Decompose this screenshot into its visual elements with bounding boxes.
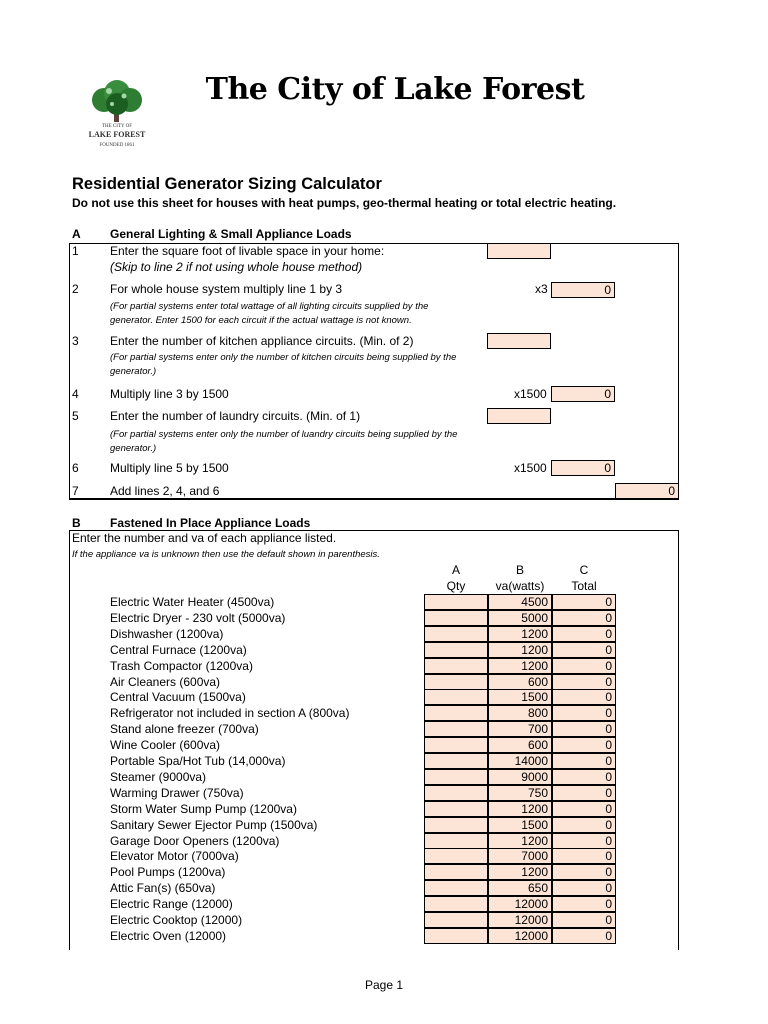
logo-line2: LAKE FOREST	[88, 130, 146, 139]
appliance-name: Electric Cooktop (12000)	[110, 913, 243, 927]
appliance-qty-input[interactable]	[424, 864, 488, 880]
appliance-va-input[interactable]: 5000	[488, 610, 552, 626]
appliance-qty-input[interactable]	[424, 705, 488, 721]
appliance-name: Pool Pumps (1200va)	[110, 865, 226, 879]
appliance-total[interactable]: 0	[552, 769, 616, 785]
appliance-name: Electric Range (12000)	[110, 897, 233, 911]
appliance-total[interactable]: 0	[552, 642, 616, 658]
appliance-qty-input[interactable]	[424, 833, 488, 849]
appliance-va-input[interactable]: 1500	[488, 817, 552, 833]
line-3-note: generator.)	[110, 366, 157, 377]
appliance-total[interactable]: 0	[552, 928, 616, 944]
appliance-qty-input[interactable]	[424, 928, 488, 944]
appliance-name: Dishwasher (1200va)	[110, 627, 224, 641]
appliance-qty-input[interactable]	[424, 912, 488, 928]
line-2-note: (For partial systems enter total wattage of all lighting circuits supplied by the	[110, 301, 429, 312]
line-1-text: Enter the square foot of livable space in your home:	[110, 244, 385, 258]
page-number: Page 1	[364, 978, 404, 992]
laundry-circuits-input[interactable]	[487, 408, 551, 424]
appliance-name: Sanitary Sewer Ejector Pump (1500va)	[110, 818, 318, 832]
line-5-note: (For partial systems enter only the number of luandry circuits being supplied by the	[110, 429, 458, 440]
appliance-total[interactable]: 0	[552, 785, 616, 801]
line-4-multiplier: x1500	[514, 387, 547, 401]
appliance-qty-input[interactable]	[424, 594, 488, 610]
appliance-name: Trash Compactor (1200va)	[110, 659, 253, 673]
appliance-name: Electric Water Heater (4500va)	[110, 595, 275, 609]
appliance-va-input[interactable]: 1200	[488, 864, 552, 880]
line-7-total[interactable]: 0	[615, 483, 679, 499]
appliance-name: Stand alone freezer (700va)	[110, 722, 259, 736]
appliance-qty-input[interactable]	[424, 753, 488, 769]
appliance-total[interactable]: 0	[552, 880, 616, 896]
tree-icon	[84, 80, 150, 124]
appliance-name: Wine Cooler (600va)	[110, 738, 221, 752]
appliance-qty-input[interactable]	[424, 880, 488, 896]
line-5-note: generator.)	[110, 443, 157, 454]
section-a-title: General Lighting & Small Appliance Loads	[110, 227, 352, 241]
line-4-text: Multiply line 3 by 1500	[110, 387, 229, 401]
appliance-va-input[interactable]: 14000	[488, 753, 552, 769]
line-2-note: generator. Enter 1500 for each circuit if the actual wattage is not known.	[110, 315, 412, 326]
appliance-name: Elevator Motor (7000va)	[110, 849, 239, 863]
line-number: 4	[72, 387, 79, 401]
logo-line1: THE CITY OF	[101, 124, 133, 129]
appliance-va-input[interactable]: 650	[488, 880, 552, 896]
appliance-va-input[interactable]: 600	[488, 674, 552, 690]
appliance-va-input[interactable]: 12000	[488, 928, 552, 944]
appliance-total[interactable]: 0	[552, 594, 616, 610]
section-a-letter: A	[72, 227, 81, 241]
appliance-total[interactable]: 0	[552, 848, 616, 864]
appliance-total[interactable]: 0	[552, 896, 616, 912]
line-7-text: Add lines 2, 4, and 6	[110, 484, 220, 498]
appliance-va-input[interactable]: 600	[488, 737, 552, 753]
appliance-qty-input[interactable]	[424, 689, 488, 705]
appliance-qty-input[interactable]	[424, 817, 488, 833]
appliance-qty-input[interactable]	[424, 785, 488, 801]
appliance-name: Air Cleaners (600va)	[110, 675, 221, 689]
appliance-total[interactable]: 0	[552, 721, 616, 737]
appliance-qty-input[interactable]	[424, 626, 488, 642]
col-qty-label: Qty	[446, 579, 466, 593]
col-total-label: Total	[571, 579, 597, 593]
line-6-multiplier: x1500	[514, 461, 547, 475]
line-2-multiplier: x3	[535, 282, 548, 296]
kitchen-circuits-input[interactable]	[487, 333, 551, 349]
appliance-va-input[interactable]: 700	[488, 721, 552, 737]
line-1-sub: (Skip to line 2 if not using whole house method)	[110, 260, 363, 274]
appliance-va-input[interactable]: 1500	[488, 689, 552, 705]
appliance-va-input[interactable]: 4500	[488, 594, 552, 610]
section-b-intro: Enter the number and va of each appliance listed.	[72, 531, 337, 545]
appliance-name: Central Furnace (1200va)	[110, 643, 247, 657]
line-2-text: For whole house system multiply line 1 by 3	[110, 282, 343, 296]
line-number: 2	[72, 282, 79, 296]
appliance-qty-input[interactable]	[424, 610, 488, 626]
square-footage-input[interactable]	[487, 243, 551, 259]
appliance-total[interactable]: 0	[552, 674, 616, 690]
appliance-total[interactable]: 0	[552, 753, 616, 769]
appliance-total[interactable]: 0	[552, 610, 616, 626]
appliance-qty-input[interactable]	[424, 658, 488, 674]
appliance-total[interactable]: 0	[552, 737, 616, 753]
line-number: 5	[72, 409, 79, 423]
line-5-text: Enter the number of laundry circuits. (Min. of 1)	[110, 409, 361, 423]
usage-warning: Do not use this sheet for houses with heat pumps, geo-thermal heating or total electric heating.	[72, 196, 617, 210]
section-b-letter: B	[72, 516, 81, 530]
section-b-note: If the appliance va is unknown then use the default shown in parenthesis.	[72, 549, 380, 560]
calculator-title: Residential Generator Sizing Calculator	[72, 175, 382, 193]
appliance-va-input[interactable]: 800	[488, 705, 552, 721]
appliance-qty-input[interactable]	[424, 721, 488, 737]
appliance-va-input[interactable]: 1200	[488, 658, 552, 674]
city-title: The City of Lake Forest	[205, 72, 585, 107]
section-b-title: Fastened In Place Appliance Loads	[110, 516, 311, 530]
line-number: 3	[72, 334, 79, 348]
line-6-text: Multiply line 5 by 1500	[110, 461, 229, 475]
line-number: 1	[72, 244, 79, 258]
appliance-qty-input[interactable]	[424, 896, 488, 912]
appliance-va-input[interactable]: 12000	[488, 896, 552, 912]
appliance-va-input[interactable]: 7000	[488, 848, 552, 864]
col-a-letter: A	[451, 563, 460, 577]
appliance-name: Central Vacuum (1500va)	[110, 690, 246, 704]
appliance-va-input[interactable]: 9000	[488, 769, 552, 785]
appliance-total[interactable]: 0	[552, 912, 616, 928]
appliance-va-input[interactable]: 1200	[488, 642, 552, 658]
line-number: 6	[72, 461, 79, 475]
appliance-va-input[interactable]: 1200	[488, 833, 552, 849]
appliance-name: Portable Spa/Hot Tub (14,000va)	[110, 754, 286, 768]
appliance-total[interactable]: 0	[552, 705, 616, 721]
appliance-total[interactable]: 0	[552, 801, 616, 817]
city-logo	[84, 80, 150, 152]
appliance-total[interactable]: 0	[552, 817, 616, 833]
appliance-name: Attic Fan(s) (650va)	[110, 881, 216, 895]
appliance-total[interactable]: 0	[552, 864, 616, 880]
appliance-total[interactable]: 0	[552, 833, 616, 849]
appliance-va-input[interactable]: 750	[488, 785, 552, 801]
appliance-name: Warming Drawer (750va)	[110, 786, 244, 800]
line-6-value[interactable]: 0	[551, 460, 615, 476]
line-3-note: (For partial systems enter only the number of kitchen circuits being supplied by the	[110, 352, 457, 363]
col-c-letter: C	[579, 563, 589, 577]
appliance-name: Electric Dryer - 230 volt (5000va)	[110, 611, 286, 625]
appliance-total[interactable]: 0	[552, 626, 616, 642]
appliance-qty-input[interactable]	[424, 801, 488, 817]
appliance-name: Electric Oven (12000)	[110, 929, 227, 943]
appliance-name: Storm Water Sump Pump (1200va)	[110, 802, 297, 816]
logo-line3: FOUNDED 1861	[99, 143, 135, 148]
appliance-qty-input[interactable]	[424, 737, 488, 753]
col-va-label: va(watts)	[495, 579, 545, 593]
appliance-name: Garage Door Openers (1200va)	[110, 834, 280, 848]
appliance-va-input[interactable]: 1200	[488, 801, 552, 817]
appliance-qty-input[interactable]	[424, 848, 488, 864]
appliance-total[interactable]: 0	[552, 689, 616, 705]
line-4-value[interactable]: 0	[551, 386, 615, 402]
appliance-qty-input[interactable]	[424, 674, 488, 690]
col-b-letter: B	[515, 563, 524, 577]
appliance-va-input[interactable]: 12000	[488, 912, 552, 928]
line-2-value[interactable]: 0	[551, 282, 615, 298]
appliance-total[interactable]: 0	[552, 658, 616, 674]
appliance-qty-input[interactable]	[424, 769, 488, 785]
appliance-qty-input[interactable]	[424, 642, 488, 658]
line-3-text: Enter the number of kitchen appliance circuits. (Min. of 2)	[110, 334, 414, 348]
appliance-name: Steamer (9000va)	[110, 770, 207, 784]
appliance-va-input[interactable]: 1200	[488, 626, 552, 642]
appliance-name: Refrigerator not included in section A (800va)	[110, 706, 350, 720]
line-number: 7	[72, 484, 79, 498]
